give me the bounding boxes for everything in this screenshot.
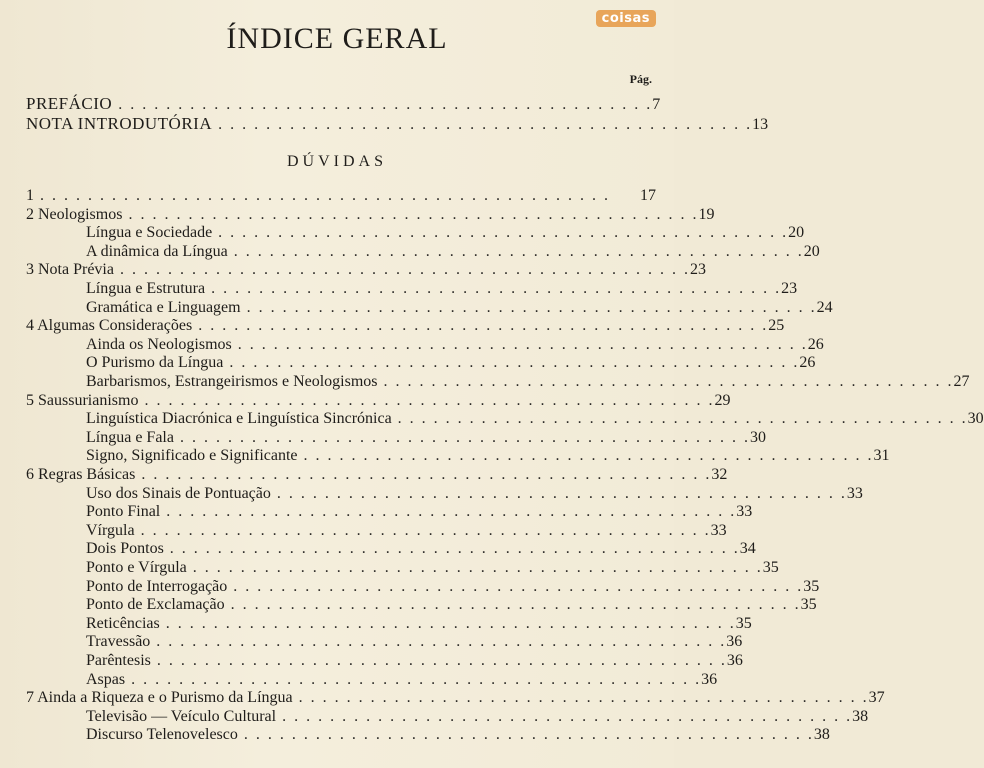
toc-entry-page: 20 (803, 242, 820, 260)
toc-entry-page: 17 (640, 187, 656, 204)
toc-entry-page: 38 (852, 707, 869, 725)
toc-entry-label: 7 Ainda a Riqueza e o Purismo da Língua (26, 689, 293, 707)
toc-subentry (86, 614, 752, 635)
leader-dots: . . . . . . . . . . . . . . . . . . . . . . . . . . . . . . . . . . . . . . . . . . . . . . . . (230, 596, 801, 614)
toc-entry-page: 23 (689, 261, 706, 279)
leader-dots: . . . . . . . . . . . . . . . . . . . . . . . . . . . . . . . . . . . . . . . . . . . . . . . . (303, 447, 874, 465)
leader-dots: . . . . . . . . . . . . . . . . . . . . . . . . . . . . . . . . . . . . . . . . . . . . . . . . (233, 242, 804, 260)
section-heading: DÚVIDAS (287, 153, 387, 170)
toc-entry-page: 36 (726, 652, 743, 669)
leader-dots: . . . . . . . . . . . . . . . . . . . . . . . . . . . . . . . . . . . . . . . . . . . . . . . . (298, 689, 869, 707)
toc-entry-label: Língua e Sociedade (86, 224, 213, 242)
toc-entry-label: Dois Pontos (86, 540, 164, 558)
toc-front-entry (26, 94, 661, 114)
leader-dots: . . . . . . . . . . . . . . . . . . . . . . . . . . . . . . . . . . . . . . . . . . . . . . . . (166, 503, 737, 521)
toc-subentry (86, 503, 753, 523)
toc-entry-page: 26 (799, 354, 816, 372)
toc-entry-label: Discurso Telenovelesco (86, 726, 238, 744)
toc-front-entry (26, 114, 769, 134)
toc-entry-label: Travessão (86, 633, 151, 651)
toc-entry (26, 317, 785, 337)
toc-entry-label: Uso dos Sinais de Pontuação (86, 484, 271, 502)
toc-entry-page: 26 (807, 335, 824, 353)
leader-dots: . . . . . . . . . . . . . . . . . . . . . . . . . . . . . . . . . . . . . . . . . . . . . . . . (211, 280, 782, 297)
leader-dots: . . . . . . . . . . . . . . . . . . . . . . . . . . . . . . . . . . . . . . . . . . . . . . . . (218, 224, 789, 242)
toc-subentry (86, 484, 863, 505)
toc-entry-label: Signo, Significado e Significante (86, 447, 298, 465)
leader-dots: . . . . . . . . . . . . . . . . . . . . . . . . . . . . . . . . . . . . . . . . . . . . . . . . (282, 707, 853, 725)
toc-entry-label: 6 Regras Básicas (26, 466, 136, 483)
toc-entry-page: 19 (698, 205, 715, 223)
leader-dots: . . . . . . . . . . . . . . . . . . . . . . . . . . . . . . . . . . . . . . . . . . . . . . . . (156, 633, 727, 651)
watermark-logo: coisas (596, 10, 656, 27)
toc-entry (26, 205, 715, 226)
toc-entry-page: 23 (781, 280, 798, 297)
toc-subentry (86, 652, 743, 672)
toc-subentry (86, 428, 766, 449)
toc-entry-label: Língua e Estrutura (86, 280, 206, 297)
toc-entry-label: Barbarismos, Estrangeirismos e Neologismos (86, 373, 378, 390)
toc-entry-label: 1 (26, 187, 34, 204)
toc-subentry (86, 354, 816, 374)
leader-dots: . . . . . . . . . . . . . . . . . . . . . . . . . . . . . . . . . . . . . . . . . . . . . . . . (276, 484, 847, 502)
leader-dots: . . . . . . . . . . . . . . . . . . . . . . . . . . . . . . . . . . . . . . . . . . . . . . . . (165, 614, 736, 632)
leader-dots: . . . . . . . . . . . . . . . . . . . . . . . . . . . . . . . . . . . . . . . . . . . . . . . . (144, 391, 715, 409)
leader-dots: . . . . . . . . . . . . . . . . . . . . . . . . . . . . . . . . . . . . . . . . . . . . . . . . (131, 670, 702, 688)
toc-entry (26, 187, 656, 207)
toc-entry-page: 20 (788, 224, 805, 242)
leader-dots: . . . . . . . . . . . . . . . . . . . . . . . . . . . . . . . . . . . . . . . . . . . . . . . . (246, 298, 817, 316)
page-column-label: Pág. (629, 72, 652, 86)
toc-entry-label: Ponto Final (86, 503, 161, 521)
leader-dots: . . . . . . . . . . . . . . . . . . . . . . . . . . . . . . . . . . . . . . . . . . . . . . . . (383, 373, 954, 390)
leader-dots: . . . . . . . . . . . . . . . . . . . . . . . . . . . . . . . . . . . . . . . . . . . . . . . . (141, 466, 712, 483)
toc-entry-label: Gramática e Linguagem (86, 298, 241, 316)
toc-entry-label: 4 Algumas Considerações (26, 317, 193, 335)
toc-subentry (86, 707, 869, 728)
leader-dots: . . . . . . . . . . . . . . . . . . . . . . . . . . . . . . . . . . . . . . . . . . . . . . . . (233, 577, 804, 595)
toc-entry-page: 25 (768, 317, 785, 335)
leader-dots: . . . . . . . . . . . . . . . . . . . . . . . . . . . . . . . . . . . . . . . . . . . . . (118, 96, 653, 113)
toc-entry-label: 5 Saussurianismo (26, 391, 139, 409)
toc-entry (26, 261, 706, 281)
toc-subentry (86, 540, 756, 560)
toc-entry-label: A dinâmica da Língua (86, 242, 228, 260)
leader-dots: . . . . . . . . . . . . . . . . . . . . . . . . . . . . . . . . . . . . . . . . . . . . . (218, 116, 753, 133)
toc-entry-page: 35 (762, 559, 779, 576)
toc-subentry (86, 335, 824, 356)
toc-entry-page: 13 (752, 116, 769, 133)
toc-entry-label: PREFÁCIO (26, 94, 113, 113)
toc-entry-label: Linguística Diacrónica e Linguística Sincrónica (86, 410, 392, 428)
toc-subentry (86, 373, 970, 393)
toc-entry-label: Aspas (86, 670, 126, 688)
toc-entry-label: Vírgula (86, 521, 135, 539)
toc-entry-page: 38 (813, 726, 830, 744)
toc-entry-page: 35 (800, 596, 817, 614)
toc-entry-label: Ponto de Interrogação (86, 577, 228, 595)
leader-dots: . . . . . . . . . . . . . . . . . . . . . . . . . . . . . . . . . . . . . . . . . . . . . . . . (119, 261, 690, 279)
toc-entry-page: 36 (726, 633, 743, 651)
toc-subentry (86, 726, 830, 746)
toc-entry (26, 689, 885, 709)
toc-entry-page: 30 (749, 428, 766, 446)
toc-subentry (86, 410, 984, 430)
leader-dots: . . . . . . . . . . . . . . . . . . . . . . . . . . . . . . . . . . . . . . . . . . . . . . . . (192, 559, 763, 576)
leader-dots: . . . . . . . . . . . . . . . . . . . . . . . . . . . . . . . . . . . . . . . . . . . . . . . . (229, 354, 800, 372)
leader-dots: . . . . . . . . . . . . . . . . . . . . . . . . . . . . . . . . . . . . . . . . . . . . . . . . (243, 726, 814, 744)
toc-entry-page: 27 (953, 373, 970, 390)
toc-entry-page: 33 (846, 484, 863, 502)
toc-entry-label: 2 Neologismos (26, 205, 123, 223)
toc-subentry (86, 596, 817, 616)
toc-subentry (86, 298, 833, 319)
toc-subentry (86, 447, 890, 467)
toc-subentry (86, 577, 820, 598)
toc-entry-page: 33 (736, 503, 753, 521)
toc-subentry (86, 224, 805, 244)
toc-entry-label: O Purismo da Língua (86, 354, 224, 372)
leader-dots: . . . . . . . . . . . . . . . . . . . . . . . . . . . . . . . . . . . . . . . . . . . . . . . . (179, 428, 750, 446)
leader-dots: . . . . . . . . . . . . . . . . . . . . . . . . . . . . . . . . . . . . . . . . . . . . . . . . (156, 652, 727, 669)
toc-subentry (86, 521, 727, 542)
toc-entry-label: NOTA INTRODUTÓRIA (26, 114, 213, 133)
toc-entry (26, 466, 728, 486)
leader-dots: . . . . . . . . . . . . . . . . . . . . . . . . . . . . . . . . . . . . . . . . . . . . . . . . (169, 540, 740, 558)
toc-entry (26, 391, 731, 412)
leader-dots: . . . . . . . . . . . . . . . . . . . . . . . . . . . . . . . . . . . . . . . . . . . . . . . . (397, 410, 968, 428)
toc-subentry (86, 242, 820, 263)
toc-entry-label: Ponto e Vírgula (86, 559, 187, 576)
toc-entry-page: 34 (739, 540, 756, 558)
toc-entry-page: 29 (714, 391, 731, 409)
toc-entry-label: Ainda os Neologismos (86, 335, 232, 353)
toc-subentry (86, 559, 779, 579)
toc-entry-page: 37 (868, 689, 885, 707)
toc-entry-label: Televisão — Veículo Cultural (86, 707, 277, 725)
toc-entry-label: 3 Nota Prévia (26, 261, 114, 279)
toc-entry-page: 35 (803, 577, 820, 595)
page-title: ÍNDICE GERAL (226, 22, 448, 55)
toc-entry-label: Parêntesis (86, 652, 151, 669)
toc-subentry (86, 670, 718, 691)
leader-dots: . . . . . . . . . . . . . . . . . . . . . . . . . . . . . . . . . . . . . . . . . . . . . . . . (40, 187, 610, 204)
leader-dots: . . . . . . . . . . . . . . . . . . . . . . . . . . . . . . . . . . . . . . . . . . . . . . . . (198, 317, 769, 335)
toc-entry-page: 33 (710, 521, 727, 539)
leader-dots: . . . . . . . . . . . . . . . . . . . . . . . . . . . . . . . . . . . . . . . . . . . . . . . . (140, 521, 711, 539)
leader-dots: . . . . . . . . . . . . . . . . . . . . . . . . . . . . . . . . . . . . . . . . . . . . . . . . (128, 205, 699, 223)
toc-entry-page: 35 (735, 614, 752, 632)
toc-entry-label: Ponto de Exclamação (86, 596, 225, 614)
toc-subentry (86, 633, 743, 653)
toc-entry-page: 36 (701, 670, 718, 688)
toc-entry-label: Reticências (86, 614, 160, 632)
toc-subentry (86, 280, 798, 300)
toc-entry-page: 7 (652, 96, 661, 113)
toc-entry-page: 32 (711, 466, 728, 483)
toc-entry-label: Língua e Fala (86, 428, 174, 446)
toc-entry-page: 30 (967, 410, 984, 428)
toc-entry-page: 24 (816, 298, 833, 316)
toc-entry-page: 31 (873, 447, 890, 465)
leader-dots: . . . . . . . . . . . . . . . . . . . . . . . . . . . . . . . . . . . . . . . . . . . . . . . . (237, 335, 808, 353)
